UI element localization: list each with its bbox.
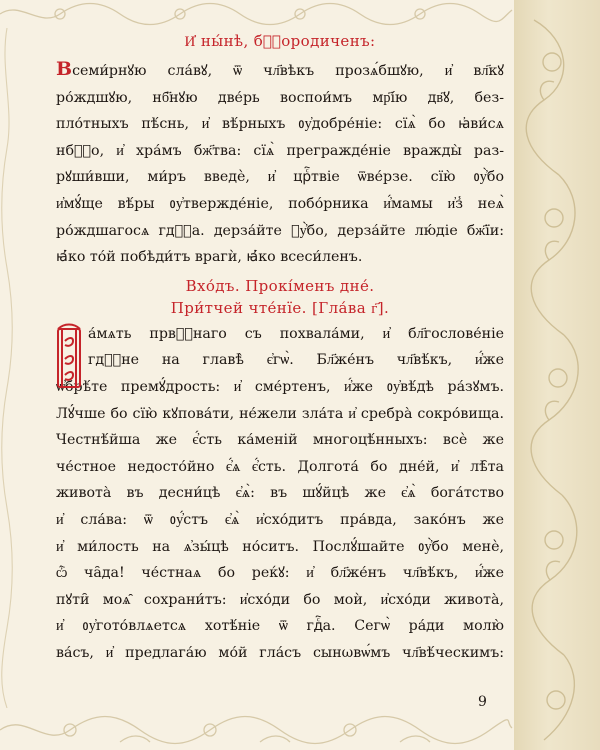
reading-block xyxy=(56,321,504,667)
proverbs-paragraph xyxy=(56,321,504,667)
theotokion-paragraph xyxy=(56,56,504,271)
text-line: рꙋши́вши, ми́ръ введѐ, и҆ црⷭ҇твіе ѿве́рзе. сїю̀ ᲂу҆̀бо xyxy=(56,169,504,186)
ornamental-initial-P-icon xyxy=(54,323,84,391)
text-line: че́стное недосто́йно є҆́ѧ є҆́сть. Долгота́ бо дне́й, и҆ лѣ̑та xyxy=(56,458,504,475)
heading-proverbs-reading: При́тчей чте́нїе. [Гла́ва г҃]. xyxy=(170,298,390,317)
page-number: 9 xyxy=(478,694,487,710)
text-line: живота̀ въ десни́цѣ є҆ѧ̀: въ шꙋ́йцѣ же є҆ѧ̀ бога́тство xyxy=(56,485,504,502)
text-line: Лꙋ́чше бо сїю̀ кꙋпова́ти, не́жели зла́та и҆ сребра̀ сокро́вища. xyxy=(56,405,504,422)
heading-theotokion: И҆ ны́нѣ, бⷢ҇ородиченъ: xyxy=(184,32,376,50)
text-line: ва́съ, и҆ предлага́ю мо́й гла́съ сынωвѡ́мъ чл҃вѣ́ческимъ: xyxy=(56,644,504,661)
text-line: а́мѧть првⷣ҇наго съ похвала́ми, и҆ бл҃гослове́ніе xyxy=(88,325,504,342)
bottom-border-ornament xyxy=(0,708,600,750)
text-line: и҆ ми́лость на ѧ҆зы́цѣ но́ситъ. Послꙋ́шайте ᲂу҆̀бо менѐ, xyxy=(56,538,504,555)
text-line: и҆ сла́ва: ѿ ᲂу҆́стъ є҆ѧ̀ и҆схо́дитъ пра́вда, зако́нъ же xyxy=(56,511,504,528)
text-line: Честнѣ́йша же є҆́сть ка́меній многоцѣ́нныхъ: всѐ же xyxy=(56,432,504,449)
page-text xyxy=(56,30,504,666)
text-line: нбⷭ҇о, и҆ хра́мъ бж҃тва: сїѧ̀ прегражде́ніе вражды̀ раз- xyxy=(56,142,504,159)
heading-entrance-prokeimenon: Вхо́дъ. Прокі́менъ дне́. xyxy=(185,276,375,295)
top-border-ornament xyxy=(0,0,600,28)
text-line: пло́тныхъ пѣ́снь, и҆ вѣ́рныхъ ᲂу҆добре́ніе: сїѧ̀ бо ꙗ҆ви́сѧ xyxy=(56,116,504,133)
text-line: и҆ ᲂу҆гото́влѧетсѧ хотѣ́ніе ѿ гдⷭ҇а. Сегѡ̀ ра́ди молю̀ xyxy=(56,618,504,635)
right-ornament-band xyxy=(514,0,600,750)
left-border-ornament xyxy=(0,28,14,708)
text-line: гдⷭ҇не на главѣ̀ є҆гѡ̀. Бл҃же́нъ чл҃вѣ́къ, и҆́же xyxy=(88,352,504,369)
text-line: ро́ждшагосѧ гдⷭ҇а. дерза́йте ᲂу҆̀бо, дерза́йте лю́діе бж҃їи: xyxy=(56,222,504,239)
line-text: семи́рнꙋю сла́вꙋ, ѿ чл҃вѣкъ прозѧ́бшꙋю, и҆ вл҃кꙋ xyxy=(72,63,504,79)
text-line: ро́ждшꙋю, нб҃нꙋю две́рь воспои́мъ мр҃і́ю дв҃ꙋ, без- xyxy=(56,89,504,106)
text-line: ѡ҆брѣ́те премꙋ́дрость: и҆ сме́ртенъ, и҆́же ᲂу҆вѣ́дѣ ра́зꙋмъ. xyxy=(56,378,504,395)
text-line: и҆мꙋ́ще вѣ́ры ᲂу҆твержде́ніе, побо́рника и҆́мамы и҆з̾ неѧ̀ xyxy=(56,195,504,212)
text-line: пꙋти̑ моѧ̑ сохрани́тъ: и҆схо́ди бо моѝ, и҆схо́ди живота̀, xyxy=(56,591,504,608)
initial-letter: В xyxy=(56,58,73,80)
text-line: ѽ ча̑да! че́стнаѧ бо реќꙋ: и҆ бл҃же́нъ чл҃вѣ́къ, и҆́же xyxy=(56,565,504,582)
text-line: ꙗ҆́ко то́й побѣди́тъ врагѝ, ꙗ҆́ко всеси́ленъ. xyxy=(56,249,363,266)
text-line xyxy=(56,56,504,85)
right-ornament-icon xyxy=(514,0,600,750)
